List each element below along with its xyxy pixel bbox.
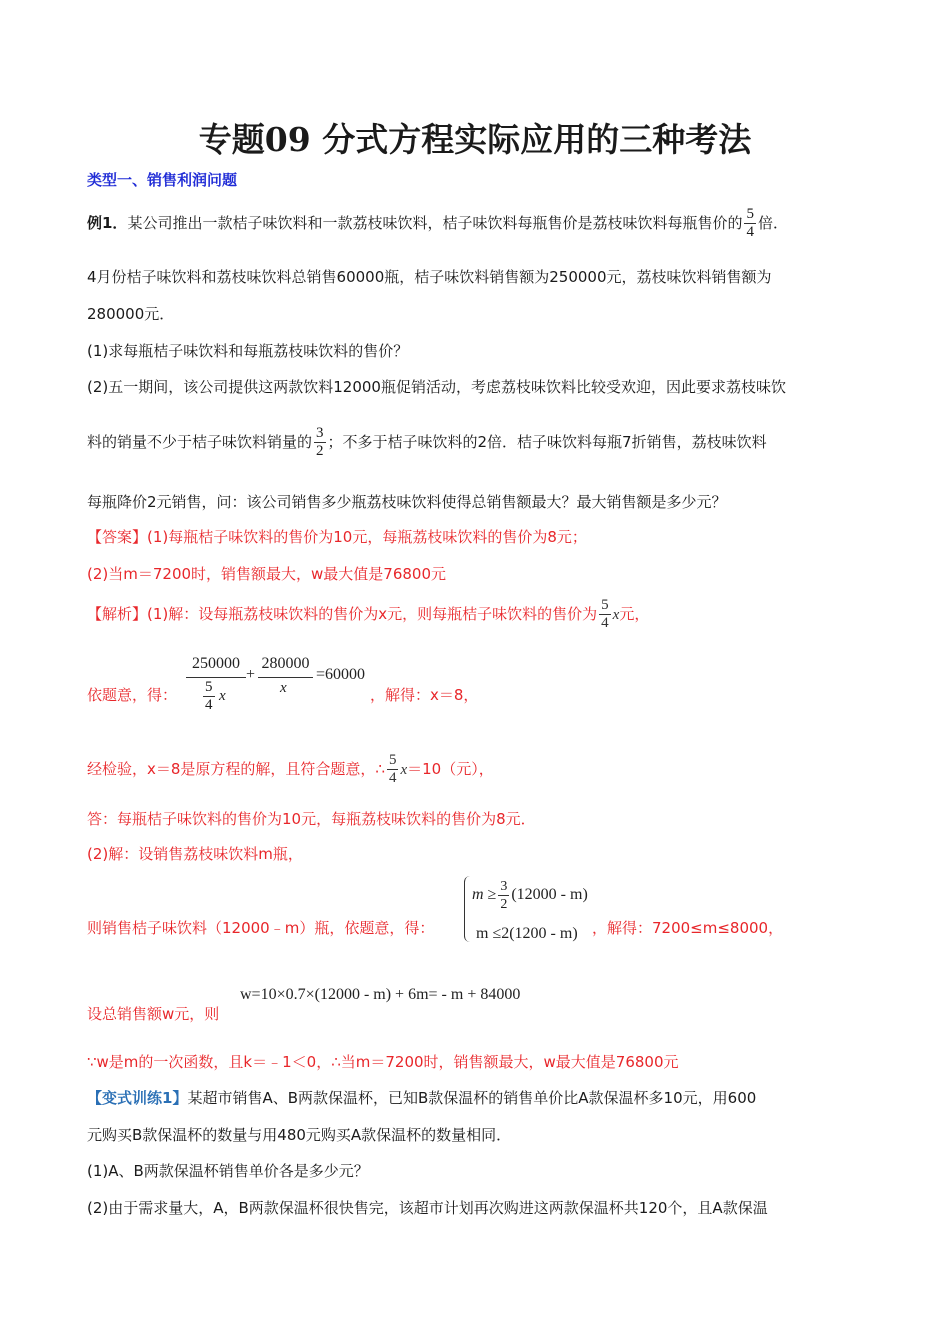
system-label: 则销售桔子味饮料（12000﹣m）瓶，依题意，得：: [87, 919, 435, 937]
eq-fraction-bar-2: [258, 677, 313, 678]
eq-den-var: x: [219, 688, 226, 704]
fraction-three-halves: $\frac{3}{2}$: [316, 425, 324, 459]
analysis-text-1: (1)解：设每瓶荔枝味饮料的售价为x元，则每瓶桔子味饮料的售价为: [147, 605, 598, 623]
example-text-1: 某公司推出一款桔子味饮料和一款荔枝味饮料，桔子味饮料每瓶售价是荔枝味饮料每瓶售价的: [127, 214, 743, 232]
answer-text-1: (1)每瓶桔子味饮料的售价为10元，每瓶荔枝味饮料的售价为8元；: [147, 528, 587, 546]
eq-plus: +: [246, 666, 256, 683]
check-line: [87, 752, 494, 787]
fraction-five-fourths-x: $\frac{5}{4}$: [601, 597, 609, 631]
example-line-3: 280000元．: [87, 305, 175, 323]
eq-fraction-bar-1: [186, 677, 246, 678]
question-1: (1)求每瓶桔子味饮料和每瓶荔枝味饮料的售价？: [87, 342, 409, 360]
variant-text-1: 某超市销售A、B两款保温杯，已知B款保温杯的销售单价比A款保温杯多10元，用600: [187, 1089, 757, 1107]
analysis-tag: 【解析】: [87, 605, 148, 623]
example-label: 例1．: [87, 214, 128, 232]
inequality-2: m ≤2(1200 - m): [476, 925, 578, 942]
example-text-1-end: 倍．: [757, 214, 788, 232]
w-label: 设总销售额w元，则: [87, 1005, 220, 1023]
check-fraction: $\frac{5}{4}$: [388, 752, 397, 786]
variant-line-2: 元购买B款保温杯的数量与用480元购买A款保温杯的数量相同．: [87, 1126, 512, 1144]
eq-den-fraction: $\frac{5}{4}$: [205, 679, 213, 713]
conclusion: ∵w是m的一次函数，且k＝﹣1＜0，∴当m＝7200时，销售额最大，w最大值是76800元: [87, 1053, 679, 1071]
eq-numerator-2: 280000: [261, 655, 310, 672]
check-var: x: [400, 762, 408, 778]
variant-line-1: [87, 1088, 756, 1108]
variant-question-1: (1)A、B两款保温杯销售单价各是多少元？: [87, 1162, 369, 1180]
section-heading: 类型一、销售利润问题: [87, 171, 238, 189]
eq-rhs: =60000: [316, 666, 366, 683]
question-2-line-3: 每瓶降价2元销售，问：该公司销售多少瓶荔枝味饮料使得总销售额最大？最大销售额是多少元？: [87, 493, 727, 511]
fraction-five-fourths: $\frac{5}{4}$: [746, 206, 754, 240]
inequality-1: m ≥ $\frac{3}{2}$ (12000 - m): [472, 879, 588, 912]
system-solution: ，解得：7200≤m≤8000，: [592, 919, 784, 937]
equation-solution: ，解得：x＝8，: [370, 686, 479, 704]
question-2-line-1: (2)五一期间，该公司提供这两款饮料12000瓶促销活动，考虑荔枝味饮料比较受欢迎，因此要求荔枝味饮: [87, 378, 786, 396]
answer-tag: 【答案】: [87, 528, 148, 546]
question-2-line-2: [87, 425, 767, 460]
w-formula: w=10×0.7×(12000 - m) + 6m= - m + 84000: [240, 986, 521, 1003]
eq-numerator-1: 250000: [192, 655, 240, 672]
variant-tag: 【变式训练1】: [87, 1089, 188, 1107]
var-x: x: [612, 607, 620, 623]
answer-part-1: 答：每瓶桔子味饮料的售价为10元，每瓶荔枝味饮料的售价为8元．: [87, 810, 536, 828]
example-line-2: 4月份桔子味饮料和荔枝味饮料总销售60000瓶，桔子味饮料销售额为250000元，荔枝味饮料销售额为: [87, 268, 772, 286]
check-text-end: ＝10（元），: [407, 760, 494, 778]
question-2-text-b: ；不多于桔子味饮料的2倍．桔子味饮料每瓶7折销售，荔枝味饮料: [327, 433, 767, 451]
equation-label: 依题意，得：: [87, 686, 178, 704]
answer-line-1: [87, 527, 587, 547]
variant-question-2: (2)由于需求量大，A，B两款保温杯很快售完，该超市计划再次购进这两款保温杯共120个，且A款保温: [87, 1199, 768, 1217]
analysis-line-1: [87, 597, 649, 632]
analysis-text-1-end: 元，: [619, 605, 650, 623]
analysis-part-2: (2)解：设销售荔枝味饮料m瓶，: [87, 845, 303, 863]
question-2-text-a: 料的销量不少于桔子味饮料销量的: [87, 433, 313, 451]
check-text: 经检验，x＝8是原方程的解，且符合题意，∴: [87, 760, 385, 778]
system-brace: [464, 876, 471, 942]
answer-line-2: (2)当m＝7200时，销售额最大，w最大值是76800元: [87, 565, 447, 583]
page-title: 专题09 分式方程实际应用的三种考法: [198, 120, 752, 159]
example-line-1: [87, 206, 788, 241]
eq-den-var-2: x: [280, 680, 287, 696]
